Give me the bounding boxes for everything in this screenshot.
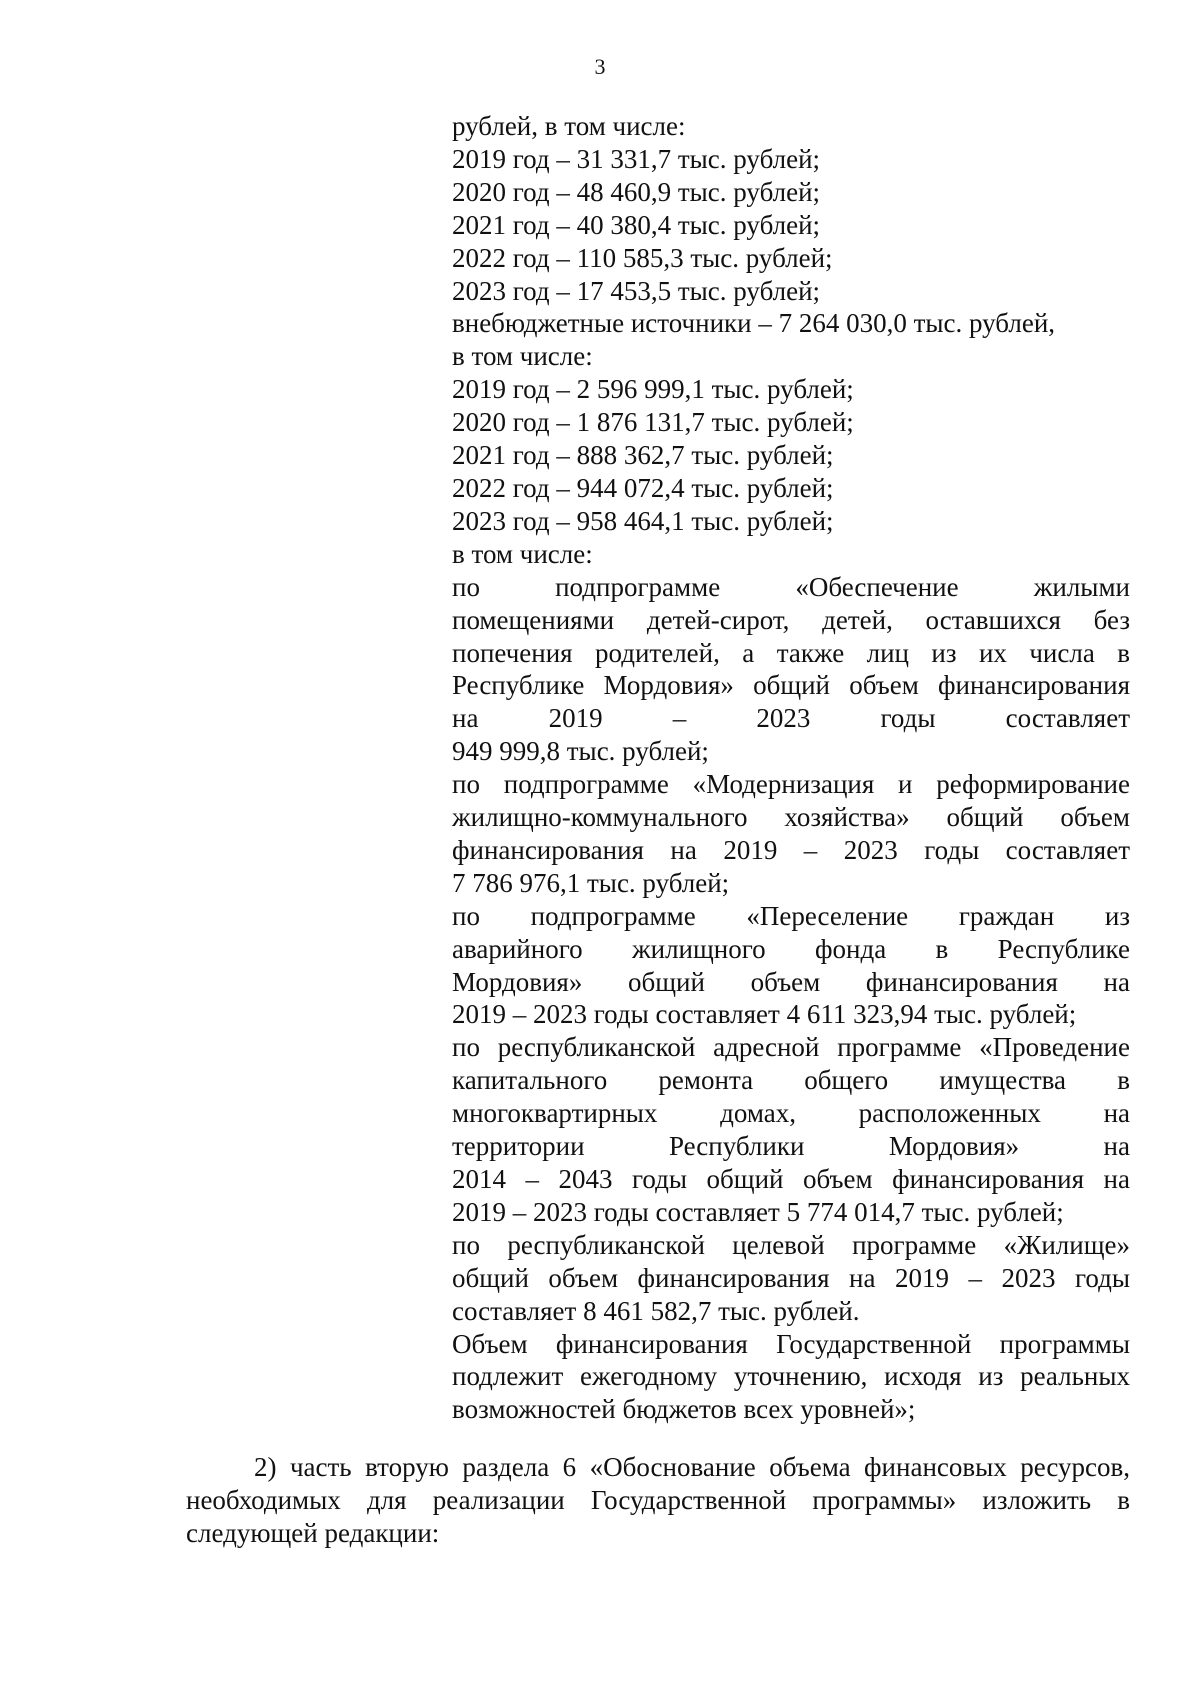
text-line: возможностей бюджетов всех уровней»; — [452, 1394, 916, 1425]
text-line: в том числе: — [452, 341, 593, 372]
text-line: аварийного жилищного фонда в Республике — [452, 933, 1130, 964]
text-line: 7 786 976,1 тыс. рублей; — [452, 867, 730, 898]
text-line: необходимых для реализации Государственной программы» изложить в — [186, 1484, 1130, 1515]
text-line: по подпрограмме «Модернизация и реформирование — [452, 769, 1130, 800]
page-number: 3 — [594, 54, 606, 79]
text-line: 2020 год – 1 876 131,7 тыс. рублей; — [452, 407, 854, 438]
text-line: подлежит ежегодному уточнению, исходя из реальных — [452, 1361, 1130, 1392]
text-line: по подпрограмме «Обеспечение жилыми — [452, 571, 1130, 602]
financing-text-block — [452, 110, 1130, 1426]
text-line: Объем финансирования Государственной программы — [452, 1328, 1130, 1359]
text-line: внебюджетные источники – 7 264 030,0 тыс. рублей, — [452, 308, 1056, 339]
text-line: капитального ремонта общего имущества в — [452, 1065, 1130, 1096]
text-line: попечения родителей, а также лиц из их числа в — [452, 637, 1130, 668]
text-line: помещениями детей-сирот, детей, оставшихся без — [452, 604, 1130, 635]
text-line: 2021 год – 40 380,4 тыс. рублей; — [452, 209, 821, 240]
text-line: финансирования на 2019 – 2023 годы составляет — [452, 834, 1130, 865]
text-line: 2023 год – 17 453,5 тыс. рублей; — [452, 275, 821, 306]
text-line: 2) часть вторую раздела 6 «Обоснование объема финансовых ресурсов, — [254, 1452, 1130, 1482]
text-line: в том числе: — [452, 538, 593, 569]
text-line: составляет 8 461 582,7 тыс. рублей. — [452, 1295, 860, 1326]
amendment-paragraph — [186, 1451, 1130, 1550]
text-line: по республиканской адресной программе «Проведение — [452, 1032, 1130, 1063]
text-line: 949 999,8 тыс. рублей; — [452, 736, 709, 767]
text-line: 2019 – 2023 годы составляет 5 774 014,7 тыс. рублей; — [452, 1196, 1064, 1227]
text-line: многоквартирных домах, расположенных на — [452, 1098, 1130, 1129]
text-line: 2022 год – 110 585,3 тыс. рублей; — [452, 242, 833, 273]
text-line: 2019 год – 2 596 999,1 тыс. рублей; — [452, 374, 854, 405]
text-line: по подпрограмме «Переселение граждан из — [452, 900, 1130, 931]
text-line: 2021 год – 888 362,7 тыс. рублей; — [452, 440, 834, 471]
text-line: территории Республики Мордовия» на — [452, 1131, 1130, 1162]
text-line: 2019 год – 31 331,7 тыс. рублей; — [452, 143, 821, 174]
text-line: 2019 – 2023 годы составляет 4 611 323,94 тыс. рублей; — [452, 999, 1077, 1030]
text-line: по республиканской целевой программе «Жилище» — [452, 1229, 1130, 1260]
text-line: 2023 год – 958 464,1 тыс. рублей; — [452, 505, 834, 536]
text-line: рублей, в том числе: — [452, 111, 686, 141]
text-line: 2022 год – 944 072,4 тыс. рублей; — [452, 472, 834, 503]
text-line: следующей редакции: — [186, 1517, 440, 1548]
text-line: Республике Мордовия» общий объем финансирования — [452, 670, 1130, 701]
text-line: на 2019 – 2023 годы составляет — [452, 703, 1130, 734]
text-line: Мордовия» общий объем финансирования на — [452, 966, 1130, 997]
text-line: жилищно-коммунального хозяйства» общий объем — [452, 802, 1130, 833]
text-line: 2020 год – 48 460,9 тыс. рублей; — [452, 176, 821, 207]
text-line: 2014 – 2043 годы общий объем финансирования на — [452, 1164, 1130, 1194]
text-line: общий объем финансирования на 2019 – 2023 годы — [452, 1262, 1130, 1293]
